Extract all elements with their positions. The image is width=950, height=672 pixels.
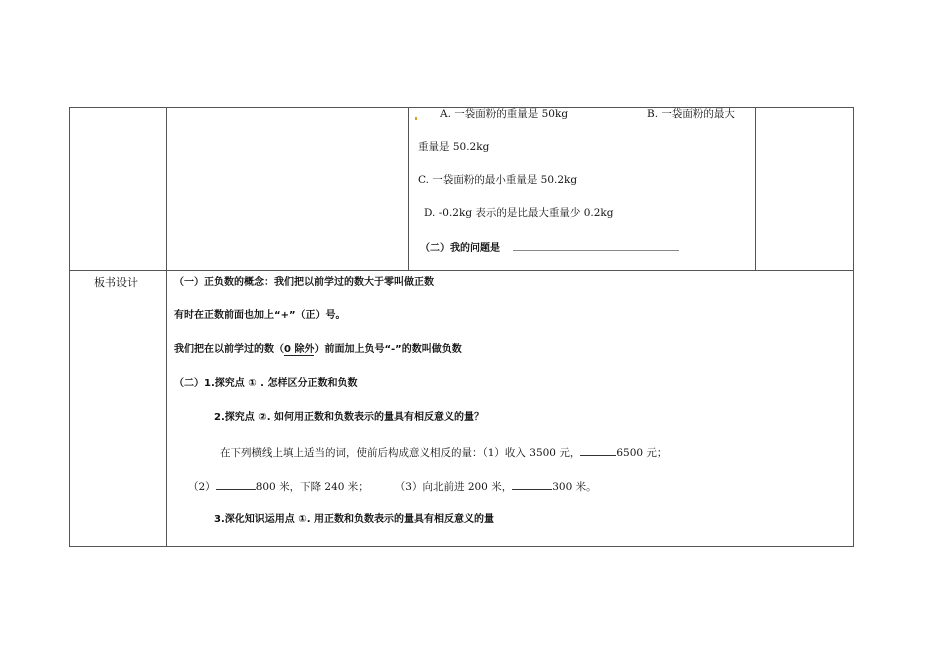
concept-line-1: （一）正负数的概念：我们把以前学过的数大于零叫做正数 xyxy=(174,277,434,288)
explore-point-2: 2.探究点 ②. 如何用正数和负数表示的量具有相反意义的量？ xyxy=(214,412,484,423)
table-bottom-border xyxy=(69,546,854,547)
table-right-border xyxy=(853,107,854,547)
option-d: D. -0.2kg 表示的是比最大重量少 0.2kg xyxy=(424,207,614,219)
item-3-text: （3）向北前进 200 米， xyxy=(394,481,513,493)
concept-line-3-post: ）前面加上负号“-”的数叫做负数 xyxy=(314,344,462,355)
option-b: B. 一袋面粉的最大 xyxy=(647,108,735,120)
table-column-divider-3 xyxy=(755,107,756,270)
fill-blank-instruction-end: 6500 元； xyxy=(616,447,668,459)
my-question-text: （二）我的问题是 xyxy=(420,243,500,254)
table-column-divider-2 xyxy=(408,107,409,270)
option-c: C. 一袋面粉的最小重量是 50.2kg xyxy=(418,174,578,186)
scan-speck xyxy=(415,117,417,120)
my-question-label xyxy=(420,240,679,256)
table-column-divider-1 xyxy=(166,107,167,547)
explore-point-1: （二）1.探究点 ① . 怎样区分正数和负数 xyxy=(174,378,358,389)
concept-line-3-pre: 我们把在以前学过的数（ xyxy=(174,344,284,355)
concept-line-3 xyxy=(174,343,462,357)
fill-blank-line-2 xyxy=(188,479,597,494)
blank-2 xyxy=(216,479,256,490)
fill-blank-instruction-text: 在下列横线上填上适当的词，使前后构成意义相反的量：（1）收入 3500 元， xyxy=(220,447,581,459)
item-3-end: 300 米。 xyxy=(552,481,597,493)
option-b-continuation: 重量是 50.2kg xyxy=(418,141,490,153)
item-2-text: 800 米，下降 240 米； xyxy=(255,481,369,493)
concept-line-3-underlined: 0 除外 xyxy=(284,344,315,355)
blank-1 xyxy=(580,445,616,456)
table-middle-border xyxy=(69,270,854,271)
deepen-application-point: 3.深化知识运用点 ①. 用正数和负数表示的量具有相反意义的量 xyxy=(214,514,494,525)
option-a: A. 一袋面粉的重量是 50kg xyxy=(440,108,569,120)
board-design-header: 板书设计 xyxy=(94,276,138,289)
my-question-blank xyxy=(513,240,679,251)
fill-blank-instruction xyxy=(220,445,667,460)
blank-3 xyxy=(512,479,552,490)
item-2-label: （2） xyxy=(188,481,216,493)
concept-line-2: 有时在正数前面也加上“+”（正）号。 xyxy=(174,310,346,321)
table-left-border xyxy=(69,107,70,547)
